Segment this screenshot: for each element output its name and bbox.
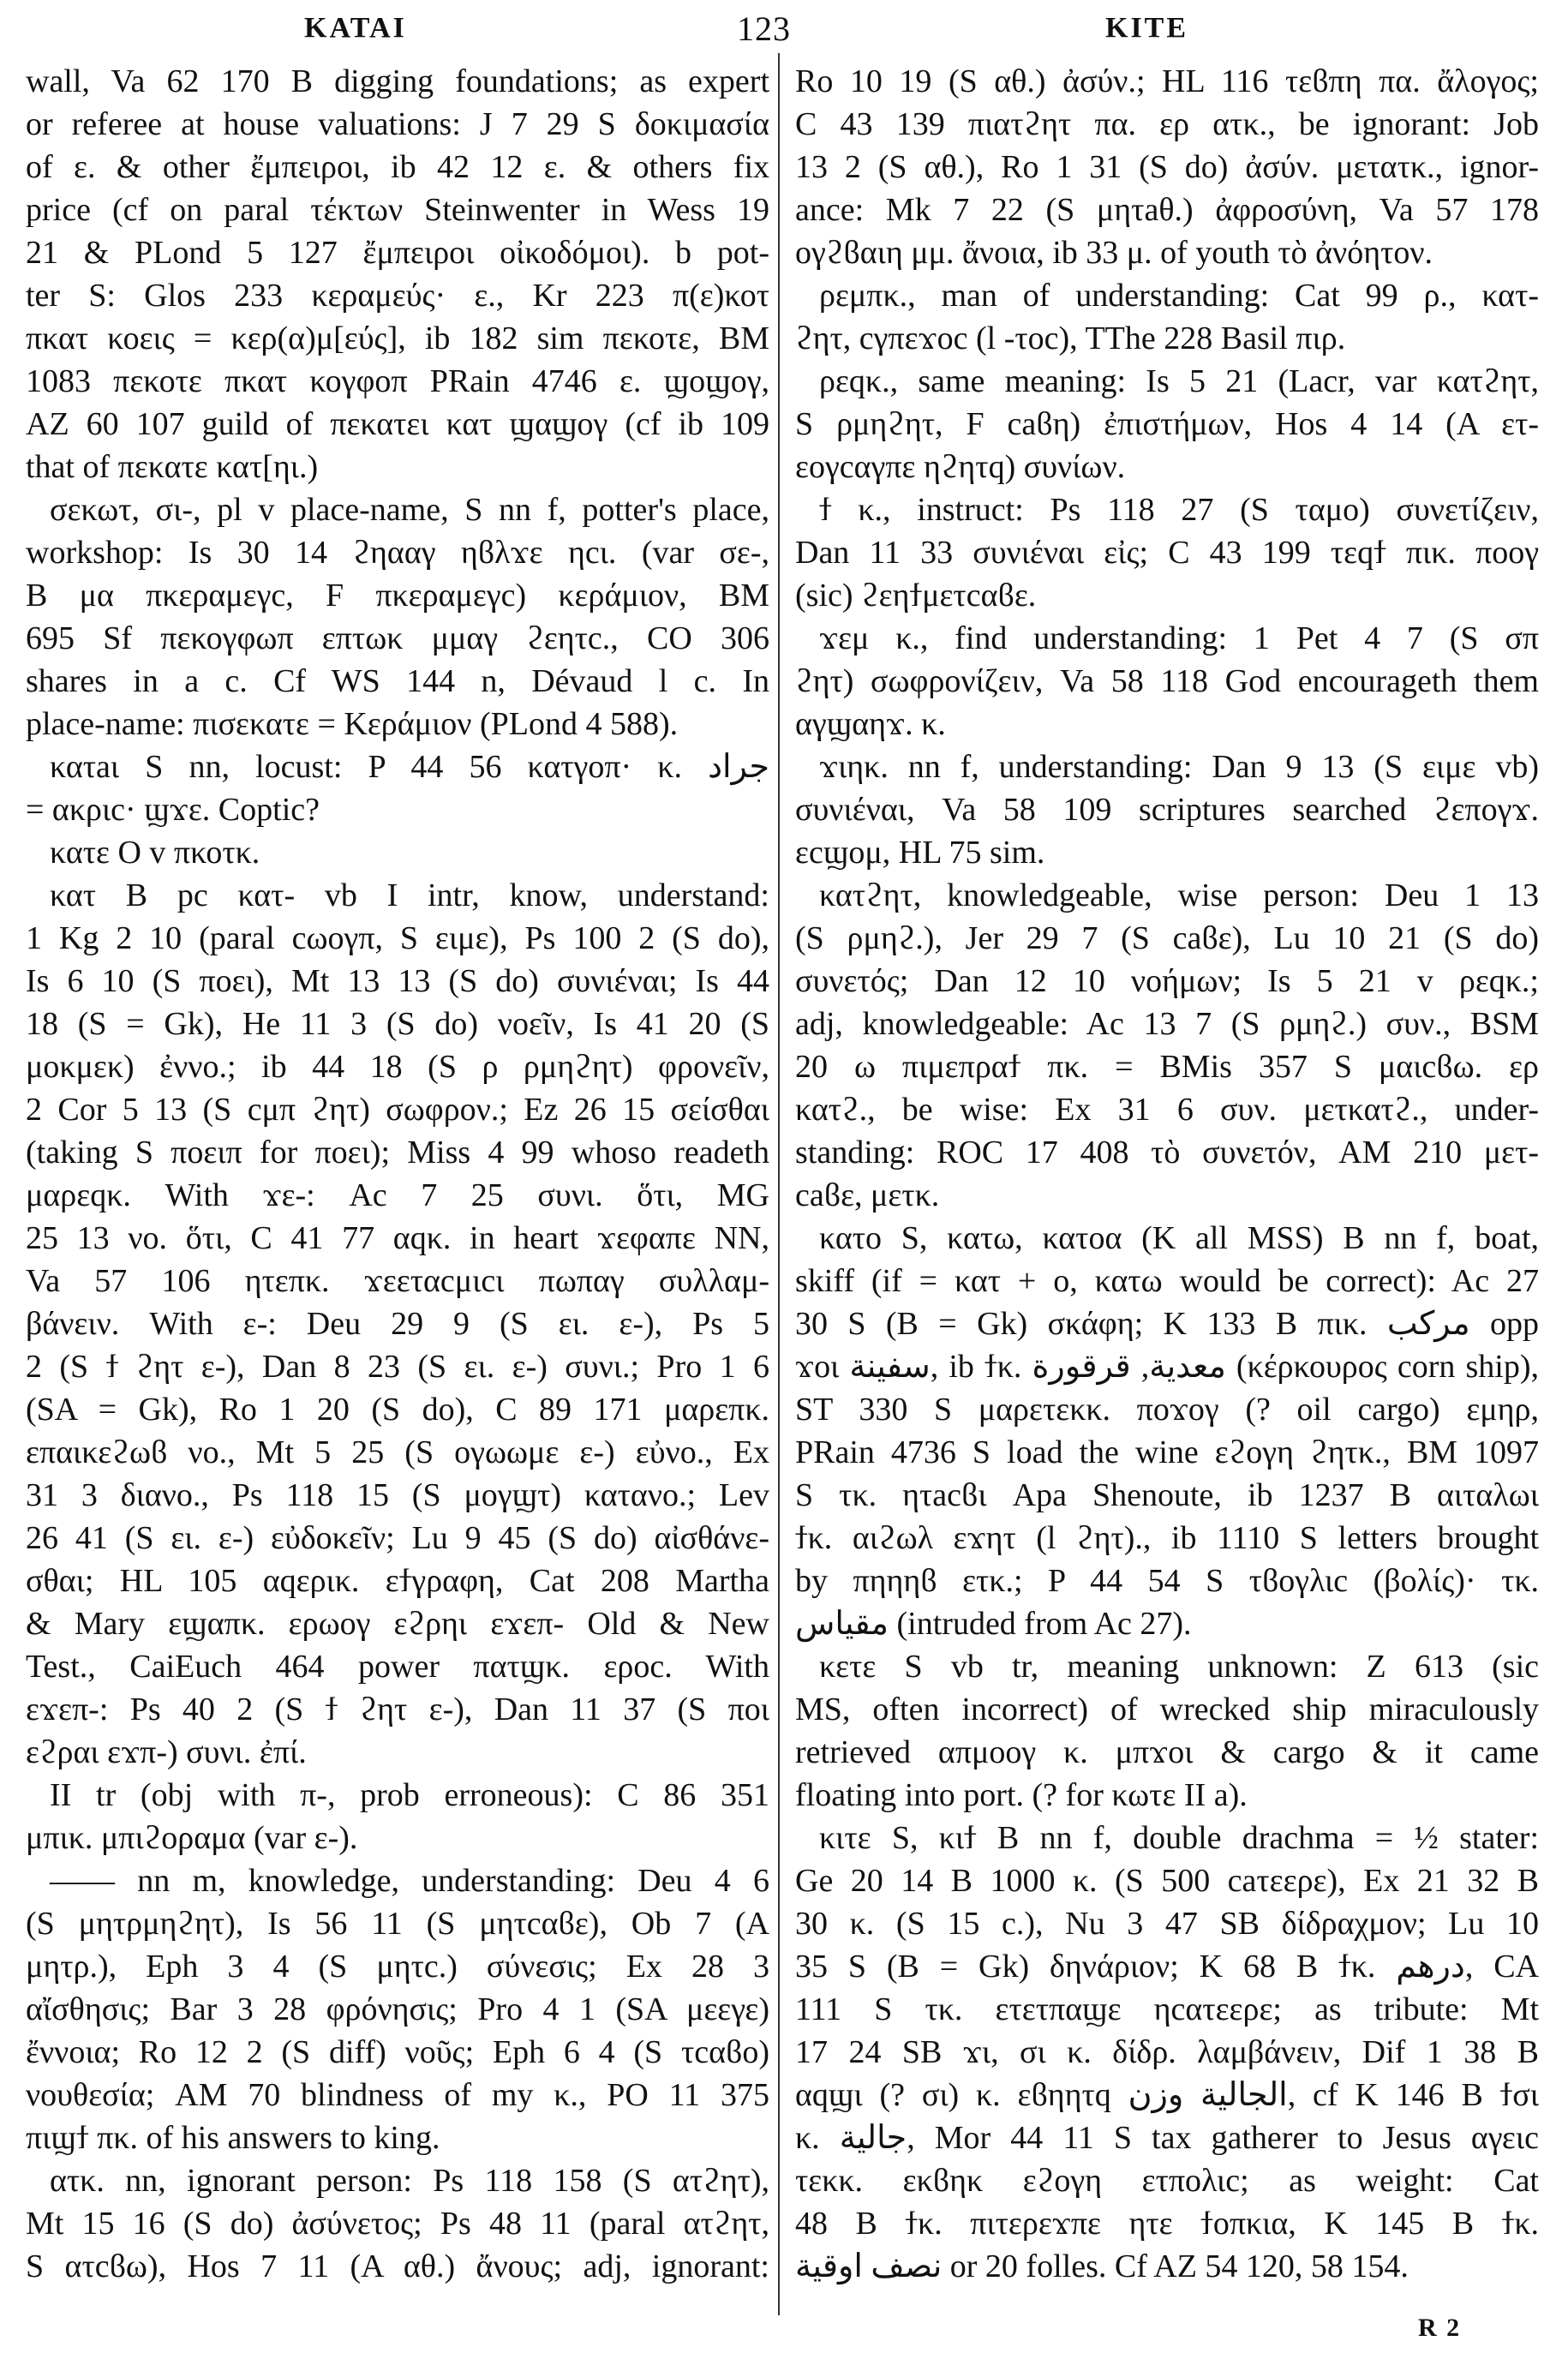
text-line: κατ B pc κατ- vb I intr, know, understand:: [50, 877, 769, 913]
text-line: τεκκ. εκϐηκ εϩογη ετπολιc; as weight: Cat: [795, 2163, 1539, 2199]
header-left-word: ΚΑΤΑΙ: [304, 12, 407, 44]
text-line: 695 Sf πεκογφωπ επτωκ μμαγ ϩεητc., CO 306: [26, 620, 769, 656]
text-line: floating into port. (? for κωτε II a).: [795, 1777, 1248, 1813]
text-line: Va 57 106 ητεπκ. ϫεεταcμιcι πωπαγ συλλαμ-: [26, 1263, 769, 1299]
text-line: Ro 10 19 (S αθ.) ἀσύν.; HL 116 τεϐπη πα. ἄλογος;: [795, 63, 1539, 99]
text-line: retrieved απμοογ κ. μπϫοι & cargo & it came: [795, 1734, 1539, 1770]
text-line: 2 (S ϯ ϩητ ε-), Dan 8 23 (S ει. ε-) συνι.; Pro 1 6: [26, 1349, 769, 1385]
right-column: [795, 60, 1539, 2288]
text-line: S τκ. ητacϐι Apa Shenoute, ib 1237 B αιταλωι: [795, 1477, 1539, 1513]
text-line: 2 Cor 5 13 (S cμπ ϩητ) σωφρον.; Ez 26 15 σείσθαι: [26, 1092, 769, 1128]
text-line: (SA = Gk), Ro 1 20 (S do), C 89 171 μαρεπκ.: [26, 1392, 769, 1428]
text-line: ατκ. nn, ignorant person: Ps 118 158 (S ατϩητ),: [50, 2163, 769, 2199]
text-line: ϫιηκ. nn f, understanding: Dan 9 13 (S ειμε vb): [819, 749, 1539, 785]
text-line: 20 ω πιμεπραϯ πκ. = BMis 357 S μαιcϐω. ερ: [795, 1049, 1539, 1085]
text-line: ρεμπκ., man of understanding: Cat 99 ρ., κατ-: [819, 278, 1539, 314]
text-line: II tr (obj with π-, prob erroneous): C 86 351: [50, 1777, 769, 1813]
text-line: (sic) ϩεηϯμετcαϐε.: [795, 578, 1037, 614]
text-line: 26 41 (S ει. ε-) εὐδοκεῖν; Lu 9 45 (S do) αἰσθάνε-: [26, 1520, 769, 1556]
left-column: [26, 60, 769, 2288]
text-line: μοκμεκ) ἐννο.; ib 44 18 (S ρ ρμηϩητ) φρονεῖν,: [26, 1049, 769, 1085]
text-line: ϩητ, cγπεϫοc (l -τοc), TThe 228 Basil πιρ.: [795, 320, 1346, 356]
text-line: κατϩ., be wise: Ex 31 6 συν. μετκατϩ., under-: [795, 1092, 1539, 1128]
text-line: price (cf on paral τέκτων Steinwenter in Wess 19: [26, 192, 769, 228]
text-line: κατϩητ, knowledgeable, wise person: Deu 1 13: [819, 877, 1539, 913]
header-right-word: ΚΙΤΕ: [1105, 12, 1189, 44]
text-line: 1 Kg 2 10 (paral cωογπ, S ειμε), Ps 100 2 (S do),: [26, 920, 769, 956]
text-line: place-name: πισεκατε = Κεράμιον (PLond 4 588).: [26, 706, 679, 742]
text-line: 18 (S = Gk), He 11 3 (S do) νοεῖν, Is 41 20 (S: [26, 1006, 769, 1042]
text-line: εϩραι εϫπ-) συνι. ἐπί.: [26, 1734, 307, 1770]
text-line: μητρ.), Eph 3 4 (S μητc.) σύνεσις; Ex 28 3: [26, 1949, 769, 1985]
text-line: PRain 4736 S load the wine εϩογη ϩητκ., BM 1097: [795, 1434, 1539, 1470]
text-line: & Mary εϣαπκ. ερωογ εϩρηι εϫεπ- Old & New: [26, 1606, 769, 1642]
text-line: ter S: Glos 233 κεραμεύς· ε., Kr 223 π(ε)κοτ: [26, 278, 769, 314]
text-line: μπικ. μπιϩοραμα (var ε-).: [26, 1820, 358, 1856]
text-line: Ge 20 14 B 1000 κ. (S 500 caτεερε), Ex 21 32 B: [795, 1863, 1539, 1899]
text-line: 111 S τκ. ετετπαϣε ηcατεερε; as tribute: Mt: [795, 1991, 1539, 2027]
text-line: 35 S (B = Gk) δηνάριον; K 68 B ϯκ. درهم, CA: [795, 1949, 1539, 1985]
text-line: αἴσθησις; Bar 3 28 φρόνησις; Pro 4 1 (SA μεεγε): [26, 1991, 769, 2027]
text-line: κ. جالية, Mor 44 11 S tax gatherer to Jesus αγειc: [795, 2120, 1539, 2156]
text-line: κετε S vb tr, meaning unknown: Z 613 (sic: [819, 1649, 1539, 1685]
text-line: μαρεqκ. With ϫε-: Ac 7 25 συνι. ὅτι, MG: [26, 1177, 769, 1213]
text-line: Mt 15 16 (S do) ἀσύνετος; Ps 48 11 (paral ατϩητ,: [26, 2206, 769, 2242]
signature-mark: R 2: [1418, 2314, 1462, 2342]
text-line: ρεqκ., same meaning: Is 5 21 (Lacr, var κατϩητ,: [819, 363, 1539, 399]
text-line: workshop: Is 30 14 ϩηααγ ηϐλϫε ηcι. (var σε-,: [26, 535, 769, 571]
text-line: ϫεμ κ., find understanding: 1 Pet 4 7 (S σπ: [819, 620, 1539, 656]
text-line: συνιέναι, Va 58 109 scriptures searched ϩεπογϫ.: [795, 792, 1539, 828]
text-line: αγϣαηϫ. κ.: [795, 706, 946, 742]
text-line: 25 13 νο. ὅτι, C 41 77 αqκ. in heart ϫεφαπε NN,: [26, 1220, 769, 1256]
text-line: caϐε, μετκ.: [795, 1177, 940, 1213]
text-line: that of πεκατε κατ[ηι.): [26, 449, 319, 485]
text-line: 1083 πεκοτε πκατ κογφοπ PRain 4746 ε. ϣοϣογ,: [26, 363, 769, 399]
text-line: ST 330 S μαρετεκκ. ποϫογ (? oil cargo) εμηρ,: [795, 1392, 1539, 1428]
text-line: 30 κ. (S 15 c.), Nu 3 47 SB δίδραχμον; Lu 10: [795, 1906, 1539, 1942]
text-line: AZ 60 107 guild of πεκατει κατ ϣαϣογ (cf ib 109: [26, 406, 769, 442]
text-line: adj, knowledgeable: Ac 13 7 (S ρμηϩ.) συν., BSM: [795, 1006, 1539, 1042]
text-line: ἔννοια; Ro 12 2 (S diff) νοῦς; Eph 6 4 (S τcαϐο): [26, 2034, 769, 2070]
text-line: (S ρμηϩ.), Jer 29 7 (S caϐε), Lu 10 21 (S do): [795, 920, 1539, 956]
text-line: skiff (if = κατ + ο, κατω would be correct): Ac 27: [795, 1263, 1539, 1299]
text-line: σεκωτ, σι-, pl v place-name, S nn f, potter's place,: [50, 492, 769, 528]
text-line: or referee at house valuations: J 7 29 S δοκιμασία: [26, 106, 769, 142]
text-line: πκατ κοεις = κερ(α)μ[εύς], ib 182 sim πεκοτε, BM: [26, 320, 769, 356]
page-number: 123: [737, 9, 791, 48]
text-line: S ατcϐω), Hos 7 11 (A αθ.) ἄνους; adj, ignorant:: [26, 2248, 769, 2284]
text-line: αqϣι (? σι) κ. εϐηητq الجالية وزن, cf K 146 B ϯσι: [795, 2077, 1539, 2113]
text-line: κατaι S nn, locust: P 44 56 κατγοπ· κ. جراد: [50, 749, 769, 785]
text-line: συνετός; Dan 12 10 νοήμων; Is 5 21 v ρεqκ.;: [795, 963, 1539, 999]
text-line: ϩητ) σωφρονίζειν, Va 58 118 God encourageth them: [795, 663, 1539, 699]
text-line: wall, Va 62 170 B digging foundations; as expert: [26, 63, 769, 99]
text-line: (S μητρμηϩητ), Is 56 11 (S μητcαϐε), Ob 7 (A: [26, 1906, 769, 1942]
text-line: (taking S ποειπ for ποει); Miss 4 99 whoso readeth: [26, 1135, 769, 1171]
text-line: standing: ROC 17 408 τὸ συνετόν, AM 210 μετ-: [795, 1135, 1539, 1171]
text-line: ογϩϐαιη μμ. ἄνοια, ib 33 μ. of youth τὸ ἀνόητον.: [795, 235, 1433, 271]
text-line: = ακριc· ϣϫε. Coptic?: [26, 792, 320, 828]
text-line: Test., CaiEuch 464 power πατϣκ. εροc. With: [26, 1649, 769, 1685]
text-line: ϯ κ., instruct: Ps 118 27 (S ταμο) συνετίζειν,: [819, 492, 1539, 528]
text-line: κατε O v πκοτκ.: [50, 835, 260, 871]
text-line: of ε. & other ἔμπειροι, ib 42 12 ε. & others fix: [26, 149, 769, 185]
text-line: C 43 139 πιατϩητ πα. ερ ατκ., be ignorant: Job: [795, 106, 1539, 142]
text-line: ϫοι سفينة, ib ϯκ. معدية, قرقورة (κέρκουρος corn ship),: [795, 1349, 1539, 1385]
text-line: εογcαγπε ηϩητq) συνίων.: [795, 449, 1126, 485]
text-line: 21 & PLond 5 127 ἔμπειροι οἰκοδόμοι). b pot-: [26, 235, 769, 271]
text-line: κατο S, κατω, κατοα (K all MSS) B nn f, boat,: [819, 1220, 1539, 1256]
text-line: πιϣϯ πκ. of his answers to king.: [26, 2120, 440, 2156]
text-line: نصف اوقية or 20 folles. Cf AZ 54 120, 58 154.: [795, 2248, 1409, 2284]
text-line: ance: Mk 7 22 (S μητaθ.) ἀφροσύνη, Va 57 178: [795, 192, 1539, 228]
text-line: 31 3 διανο., Ps 118 15 (S μογϣτ) κατανο.; Lev: [26, 1477, 769, 1513]
text-line: βάνειν. With ε-: Deu 29 9 (S ει. ε-), Ps 5: [26, 1306, 769, 1342]
text-line: 17 24 SB ϫι, σι κ. δίδρ. λαμβάνειν, Dif 1 38 B: [795, 2034, 1539, 2070]
text-line: ϯκ. αιϩωλ εϫητ (l ϩητ)., ib 1110 S letters brought: [795, 1520, 1539, 1556]
text-line: νουθεσία; AM 70 blindness of my κ., PO 11 375: [26, 2077, 769, 2113]
text-line: 48 B ϯκ. πιτερεϫπε ητε ϯοπκια, K 145 B ϯκ.: [795, 2206, 1539, 2242]
text-line: εϫεπ-: Ps 40 2 (S ϯ ϩητ ε-), Dan 11 37 (S ποι: [26, 1691, 769, 1727]
text-line: MS, often incorrect) of wrecked ship miraculously: [795, 1691, 1539, 1727]
text-line: κιτε S, κιϯ B nn f, double drachma = ½ stater:: [819, 1820, 1539, 1856]
text-line: —— nn m, knowledge, understanding: Deu 4 6: [50, 1863, 769, 1899]
text-line: Dan 11 33 συνιέναι εἰς; C 43 199 τεqϯ πικ. ποογ: [795, 535, 1539, 571]
column-divider: [778, 53, 780, 2315]
text-line: Is 6 10 (S ποει), Mt 13 13 (S do) συνιέναι; Is 44: [26, 963, 769, 999]
text-line: εcϣομ, HL 75 sim.: [795, 835, 1045, 871]
running-header: [0, 9, 1568, 53]
text-line: 13 2 (S αθ.), Ro 1 31 (S do) ἀσύν. μετατκ., ignor-: [795, 149, 1539, 185]
text-line: shares in a c. Cf WS 144 n, Dévaud l c. In: [26, 663, 769, 699]
text-line: S ρμηϩητ, F caϐη) ἐπιστήμων, Hos 4 14 (A ετ-: [795, 406, 1539, 442]
text-line: 30 S (B = Gk) σκάφη; K 133 B πικ. مركب opp: [795, 1306, 1539, 1342]
text-line: B μα πκεραμεγc, F πκεραμεγc) κεράμιον, BM: [26, 578, 769, 614]
text-line: مقياس (intruded from Ac 27).: [795, 1606, 1192, 1642]
text-line: επαικεϩωϐ νο., Mt 5 25 (S ογωωμε ε-) εὐνο., Ex: [26, 1434, 769, 1470]
text-line: σθαι; HL 105 αqερικ. εϯγραφη, Cat 208 Martha: [26, 1563, 769, 1599]
text-line: by πηηηϐ ετκ.; P 44 54 S τϐογλιc (βολίς)· τκ.: [795, 1563, 1539, 1599]
